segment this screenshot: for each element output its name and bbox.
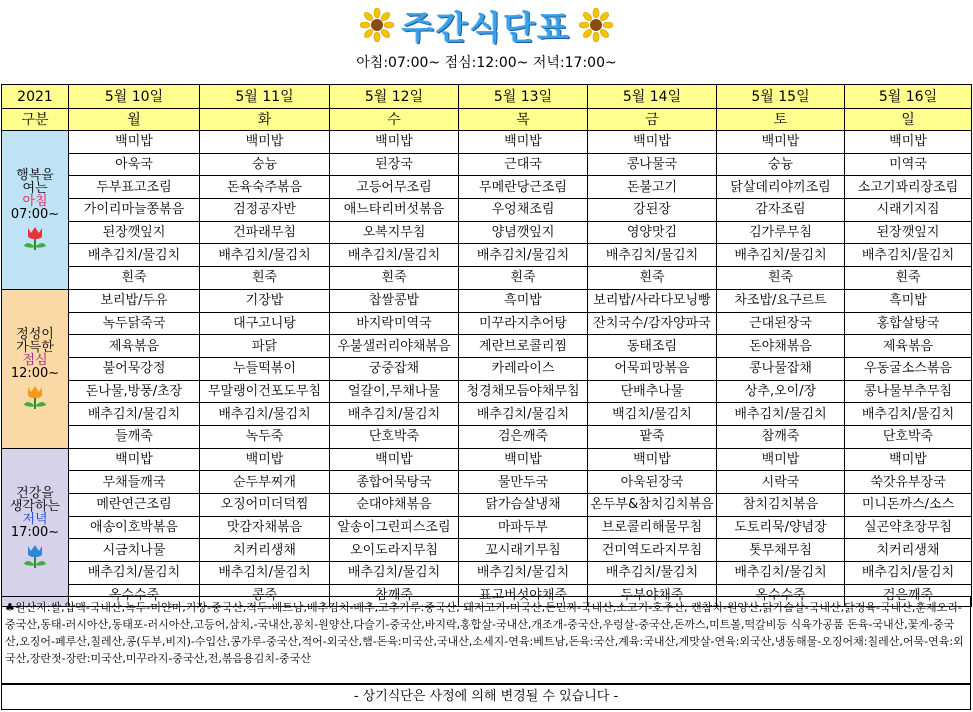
menu-cell: 백미밥 <box>845 448 972 471</box>
menu-cell: 양념깻잎지 <box>459 221 588 244</box>
sun-flower-icon <box>579 8 613 42</box>
menu-cell: 온두부&참치김치볶음 <box>588 494 717 517</box>
menu-cell: 배추김치/물김치 <box>717 403 845 426</box>
menu-cell: 배추김치/물김치 <box>717 562 845 585</box>
menu-cell: 참깨죽 <box>717 425 845 448</box>
menu-cell: 돈육숙주볶음 <box>200 176 330 199</box>
date-cell: 5월 11일 <box>200 85 330 109</box>
weekday-cell: 화 <box>200 109 330 131</box>
menu-cell: 된장깻잎지 <box>845 221 972 244</box>
menu-cell: 단호박죽 <box>330 425 459 448</box>
menu-cell: 표고버섯야채죽 <box>459 584 588 607</box>
menu-cell: 돈나물,방풍/초장 <box>69 380 200 403</box>
menu-cell: 쑥갓유부장국 <box>845 471 972 494</box>
menu-cell: 알송이그린피스조림 <box>330 516 459 539</box>
menu-cell: 검은깨죽 <box>845 584 972 607</box>
menu-cell: 근대국 <box>459 153 588 176</box>
dinner-row <box>2 516 972 539</box>
menu-cell: 도토리묵/양념장 <box>717 516 845 539</box>
menu-cell: 물만두국 <box>459 471 588 494</box>
menu-cell: 검은깨죽 <box>459 425 588 448</box>
menu-cell: 영양맛김 <box>588 221 717 244</box>
menu-cell: 참깨죽 <box>330 584 459 607</box>
lunch-row <box>2 335 972 358</box>
dinner-row <box>2 539 972 562</box>
lunch-label-cell <box>2 289 69 448</box>
sun-flower-icon <box>360 8 394 42</box>
menu-cell: 흰죽 <box>330 267 459 290</box>
menu-cell: 배추김치/물김치 <box>200 562 330 585</box>
breakfast-row <box>2 199 972 222</box>
menu-cell: 배추김치/물김치 <box>69 244 200 267</box>
weekday-cell: 일 <box>845 109 972 131</box>
menu-cell: 된장국 <box>330 153 459 176</box>
weekday-cell: 토 <box>717 109 845 131</box>
menu-cell: 마파두부 <box>459 516 588 539</box>
menu-cell: 두부표고조림 <box>69 176 200 199</box>
menu-cell: 카레라이스 <box>459 357 588 380</box>
lunch-row <box>2 403 972 426</box>
menu-cell: 검정공자반 <box>200 199 330 222</box>
date-row <box>2 85 972 109</box>
menu-cell: 무채들깨국 <box>69 471 200 494</box>
menu-cell: 불어묵강정 <box>69 357 200 380</box>
page-title: 주간식단표 <box>401 7 572 47</box>
menu-cell: 백미밥 <box>588 131 717 154</box>
date-cell: 5월 14일 <box>588 85 717 109</box>
menu-cell: 홍합살탕국 <box>845 312 972 335</box>
meal-time: 07:00~ <box>10 206 60 222</box>
menu-cell: 브로콜리해물무침 <box>588 516 717 539</box>
menu-cell: 근대된장국 <box>717 312 845 335</box>
menu-cell: 백미밥 <box>330 448 459 471</box>
menu-cell: 백미밥 <box>588 448 717 471</box>
menu-cell: 톳무채무침 <box>717 539 845 562</box>
menu-cell: 흰죽 <box>717 267 845 290</box>
meal-label-line: 행복을 <box>16 167 54 183</box>
menu-cell: 파닭 <box>200 335 330 358</box>
menu-cell: 단호박죽 <box>845 425 972 448</box>
meal-name: 점심 <box>22 352 48 368</box>
date-cell: 5월 16일 <box>845 85 972 109</box>
menu-cell: 흰죽 <box>845 267 972 290</box>
menu-cell: 오복지무침 <box>330 221 459 244</box>
menu-cell: 백미밥 <box>717 131 845 154</box>
menu-cell: 기장밥 <box>200 289 330 312</box>
category-header: 구분 <box>2 109 69 131</box>
menu-cell: 백미밥 <box>717 448 845 471</box>
menu-cell: 흰죽 <box>69 267 200 290</box>
menu-cell: 옥수수죽 <box>717 584 845 607</box>
weekday-cell: 금 <box>588 109 717 131</box>
lunch-row <box>2 357 972 380</box>
menu-cell: 메란연근조림 <box>69 494 200 517</box>
menu-cell: 닭살데리야끼조림 <box>717 176 845 199</box>
menu-cell: 순두부찌개 <box>200 471 330 494</box>
menu-cell: 들깨죽 <box>69 425 200 448</box>
menu-cell: 보리밥/사라다모닝빵 <box>588 289 717 312</box>
menu-cell: 콩나물국 <box>588 153 717 176</box>
menu-cell: 미니돈까스/소스 <box>845 494 972 517</box>
menu-cell: 미꾸라지추어탕 <box>459 312 588 335</box>
menu-cell: 배추김치/물김치 <box>459 403 588 426</box>
meal-time: 17:00~ <box>10 524 60 540</box>
menu-cell: 순대야채볶음 <box>330 494 459 517</box>
menu-cell: 감자조림 <box>717 199 845 222</box>
date-cell: 5월 10일 <box>69 85 200 109</box>
weekday-cell: 목 <box>459 109 588 131</box>
menu-cell: 단배추나물 <box>588 380 717 403</box>
menu-cell: 녹두닭죽국 <box>69 312 200 335</box>
menu-cell: 배추김치/물김치 <box>845 562 972 585</box>
menu-cell: 배추김치/물김치 <box>845 244 972 267</box>
meal-times: 아침:07:00~ 점심:12:00~ 저녁:17:00~ <box>356 55 617 71</box>
breakfast-row <box>2 244 972 267</box>
menu-cell: 백미밥 <box>845 131 972 154</box>
lunch-row <box>2 425 972 448</box>
menu-cell: 동태조림 <box>588 335 717 358</box>
meal-name: 아침 <box>22 193 48 209</box>
menu-cell: 제육볶음 <box>69 335 200 358</box>
meal-label-line: 여는 <box>22 180 48 196</box>
dinner-row <box>2 494 972 517</box>
menu-cell: 건미역도라지무침 <box>588 539 717 562</box>
menu-cell: 백미밥 <box>330 131 459 154</box>
menu-cell: 시금치나물 <box>69 539 200 562</box>
title-row <box>0 4 973 46</box>
menu-cell: 소고기꽈리장조림 <box>845 176 972 199</box>
tulip-icon <box>20 225 50 251</box>
menu-cell: 김가루무침 <box>717 221 845 244</box>
meal-time: 12:00~ <box>10 365 60 381</box>
menu-cell: 돈야채볶음 <box>717 335 845 358</box>
menu-cell: 궁중잡채 <box>330 357 459 380</box>
menu-cell: 바지락미역국 <box>330 312 459 335</box>
menu-cell: 팥죽 <box>588 425 717 448</box>
menu-cell: 백미밥 <box>200 448 330 471</box>
menu-cell: 흰죽 <box>459 267 588 290</box>
menu-cell: 배추김치/물김치 <box>200 244 330 267</box>
menu-cell: 청경채모듬야채무침 <box>459 380 588 403</box>
menu-cell: 두부야채죽 <box>588 584 717 607</box>
menu-cell: 배추김치/물김치 <box>717 244 845 267</box>
weekday-cell: 월 <box>69 109 200 131</box>
menu-cell: 우동굴소스볶음 <box>845 357 972 380</box>
meal-label-line: 정성이 <box>16 326 54 342</box>
menu-cell: 시락국 <box>717 471 845 494</box>
menu-cell: 백미밥 <box>200 131 330 154</box>
dinner-label-cell <box>2 448 69 607</box>
menu-cell: 누들떡볶이 <box>200 357 330 380</box>
tulip-icon <box>20 384 50 410</box>
menu-cell: 우불샐러리야채볶음 <box>330 335 459 358</box>
menu-cell: 종합어묵탕국 <box>330 471 459 494</box>
lunch-row <box>2 312 972 335</box>
breakfast-row <box>2 267 972 290</box>
menu-cell: 콩죽 <box>200 584 330 607</box>
menu-cell: 대구고니탕 <box>200 312 330 335</box>
menu-cell: 돈불고기 <box>588 176 717 199</box>
footer-note: - 상기식단은 사정에 의해 변경될 수 있습니다 - <box>1 684 971 710</box>
menu-cell: 흰죽 <box>200 267 330 290</box>
menu-cell: 애느타리버섯볶음 <box>330 199 459 222</box>
menu-cell: 제육볶음 <box>845 335 972 358</box>
menu-cell: 배추김치/물김치 <box>200 403 330 426</box>
menu-cell: 배추김치/물김치 <box>330 403 459 426</box>
menu-cell: 잔치국수/감자양파국 <box>588 312 717 335</box>
date-cell: 5월 15일 <box>717 85 845 109</box>
menu-cell: 백미밥 <box>459 131 588 154</box>
origin-info: ♣원산지:쌀,압맥-국내산,녹두-미얀마,기장-중국산,적두-베트남,배추김치-배추,고추가루:중국산, 돼지고기-미국산,돈민찌-국내산,소고기-호주산, 캔참치-원양산,닭가슴살-국내산,닭정육-국내산,훈제오리-중국산,동태-러시아산,동태포-러시아산,고등어,삼치,-국내산,꽁치-원양산,다슬기-중국산,바지락,홍합살-국내산,개조개-중국산,우렁살-중국산,돈까스,미트볼,떡갈비등 식육가공품 돈육-국내산,꽃게-중국산,오징어-페루산,칠레산,콩(두부,비지)-수입산,콩가루-중국산,적어-외국산,햄-돈육:미국산,국내산,소세지-연육:베트남,돈육:국산,계육:국내산,게맛살-연육:외국산,냉동해물-오징어채:칠레산,어묵-연육:외국산,장란젓-장란:미국산,미꾸라지-중국산,전,볶음용김치-중국산 <box>1 596 971 684</box>
menu-cell: 콩나물부추무침 <box>845 380 972 403</box>
meal-label-line: 생각하는 <box>9 498 61 514</box>
dinner-row <box>2 448 972 471</box>
weekday-cell: 수 <box>330 109 459 131</box>
breakfast-row <box>2 176 972 199</box>
menu-cell: 상추,오이/장 <box>717 380 845 403</box>
breakfast-row <box>2 153 972 176</box>
menu-cell: 백미밥 <box>459 448 588 471</box>
menu-cell: 옥수수죽 <box>69 584 200 607</box>
dinner-row <box>2 562 972 585</box>
menu-cell: 흑미밥 <box>845 289 972 312</box>
menu-cell: 강된장 <box>588 199 717 222</box>
menu-cell: 참치김치볶음 <box>717 494 845 517</box>
menu-cell: 찹쌀콩밥 <box>330 289 459 312</box>
page-header <box>0 0 973 84</box>
meal-name: 저녁 <box>22 511 48 527</box>
menu-cell: 아욱된장국 <box>588 471 717 494</box>
menu-cell: 배추김치/물김치 <box>459 244 588 267</box>
menu-cell: 건파래무침 <box>200 221 330 244</box>
menu-cell: 백미밥 <box>69 448 200 471</box>
menu-cell: 흰죽 <box>588 267 717 290</box>
menu-cell: 미역국 <box>845 153 972 176</box>
menu-cell: 흑미밥 <box>459 289 588 312</box>
menu-cell: 숭늉 <box>717 153 845 176</box>
menu-cell: 배추김치/물김치 <box>330 244 459 267</box>
lunch-row <box>2 380 972 403</box>
menu-cell: 배추김치/물김치 <box>69 403 200 426</box>
menu-cell: 백김치/물김치 <box>588 403 717 426</box>
meal-label-line: 가득한 <box>16 339 54 355</box>
menu-cell: 배추김치/물김치 <box>588 562 717 585</box>
menu-cell: 실곤약초장무침 <box>845 516 972 539</box>
menu-cell: 맛감자채볶음 <box>200 516 330 539</box>
year-cell: 2021 <box>2 85 69 109</box>
meal-label-line: 건강을 <box>16 485 54 501</box>
menu-cell: 아욱국 <box>69 153 200 176</box>
date-cell: 5월 13일 <box>459 85 588 109</box>
menu-cell: 배추김치/물김치 <box>330 562 459 585</box>
menu-cell: 얼갈이,무채나물 <box>330 380 459 403</box>
menu-cell: 고등어무조림 <box>330 176 459 199</box>
tulip-icon <box>20 543 50 569</box>
menu-cell: 가이리마늘쫑볶음 <box>69 199 200 222</box>
date-cell: 5월 12일 <box>330 85 459 109</box>
menu-cell: 무말랭이건포도무침 <box>200 380 330 403</box>
dinner-row <box>2 471 972 494</box>
weekday-row <box>2 109 972 131</box>
menu-cell: 치커리생채 <box>200 539 330 562</box>
menu-cell: 닭가슴살냉채 <box>459 494 588 517</box>
menu-cell: 배추김치/물김치 <box>845 403 972 426</box>
menu-cell: 배추김치/물김치 <box>459 562 588 585</box>
menu-cell: 무메란당근조림 <box>459 176 588 199</box>
menu-cell: 숭늉 <box>200 153 330 176</box>
menu-cell: 배추김치/물김치 <box>69 562 200 585</box>
menu-table <box>1 84 972 607</box>
menu-cell: 녹두죽 <box>200 425 330 448</box>
menu-cell: 콩나물잡채 <box>717 357 845 380</box>
menu-cell: 오징어미더덕찜 <box>200 494 330 517</box>
menu-cell: 꼬시래기무침 <box>459 539 588 562</box>
menu-cell: 배추김치/물김치 <box>588 244 717 267</box>
menu-cell: 어묵피망볶음 <box>588 357 717 380</box>
breakfast-label-cell <box>2 131 69 290</box>
menu-cell: 차조밥/요구르트 <box>717 289 845 312</box>
breakfast-row <box>2 131 972 154</box>
menu-cell: 시래기지짐 <box>845 199 972 222</box>
menu-cell: 애송이호박볶음 <box>69 516 200 539</box>
menu-cell: 우엉채조림 <box>459 199 588 222</box>
menu-cell: 보리밥/두유 <box>69 289 200 312</box>
menu-cell: 오이도라지무침 <box>330 539 459 562</box>
menu-cell: 된장깻잎지 <box>69 221 200 244</box>
menu-cell: 계란브로콜리찜 <box>459 335 588 358</box>
breakfast-row <box>2 221 972 244</box>
menu-cell: 백미밥 <box>69 131 200 154</box>
menu-cell: 치커리생채 <box>845 539 972 562</box>
lunch-row <box>2 289 972 312</box>
